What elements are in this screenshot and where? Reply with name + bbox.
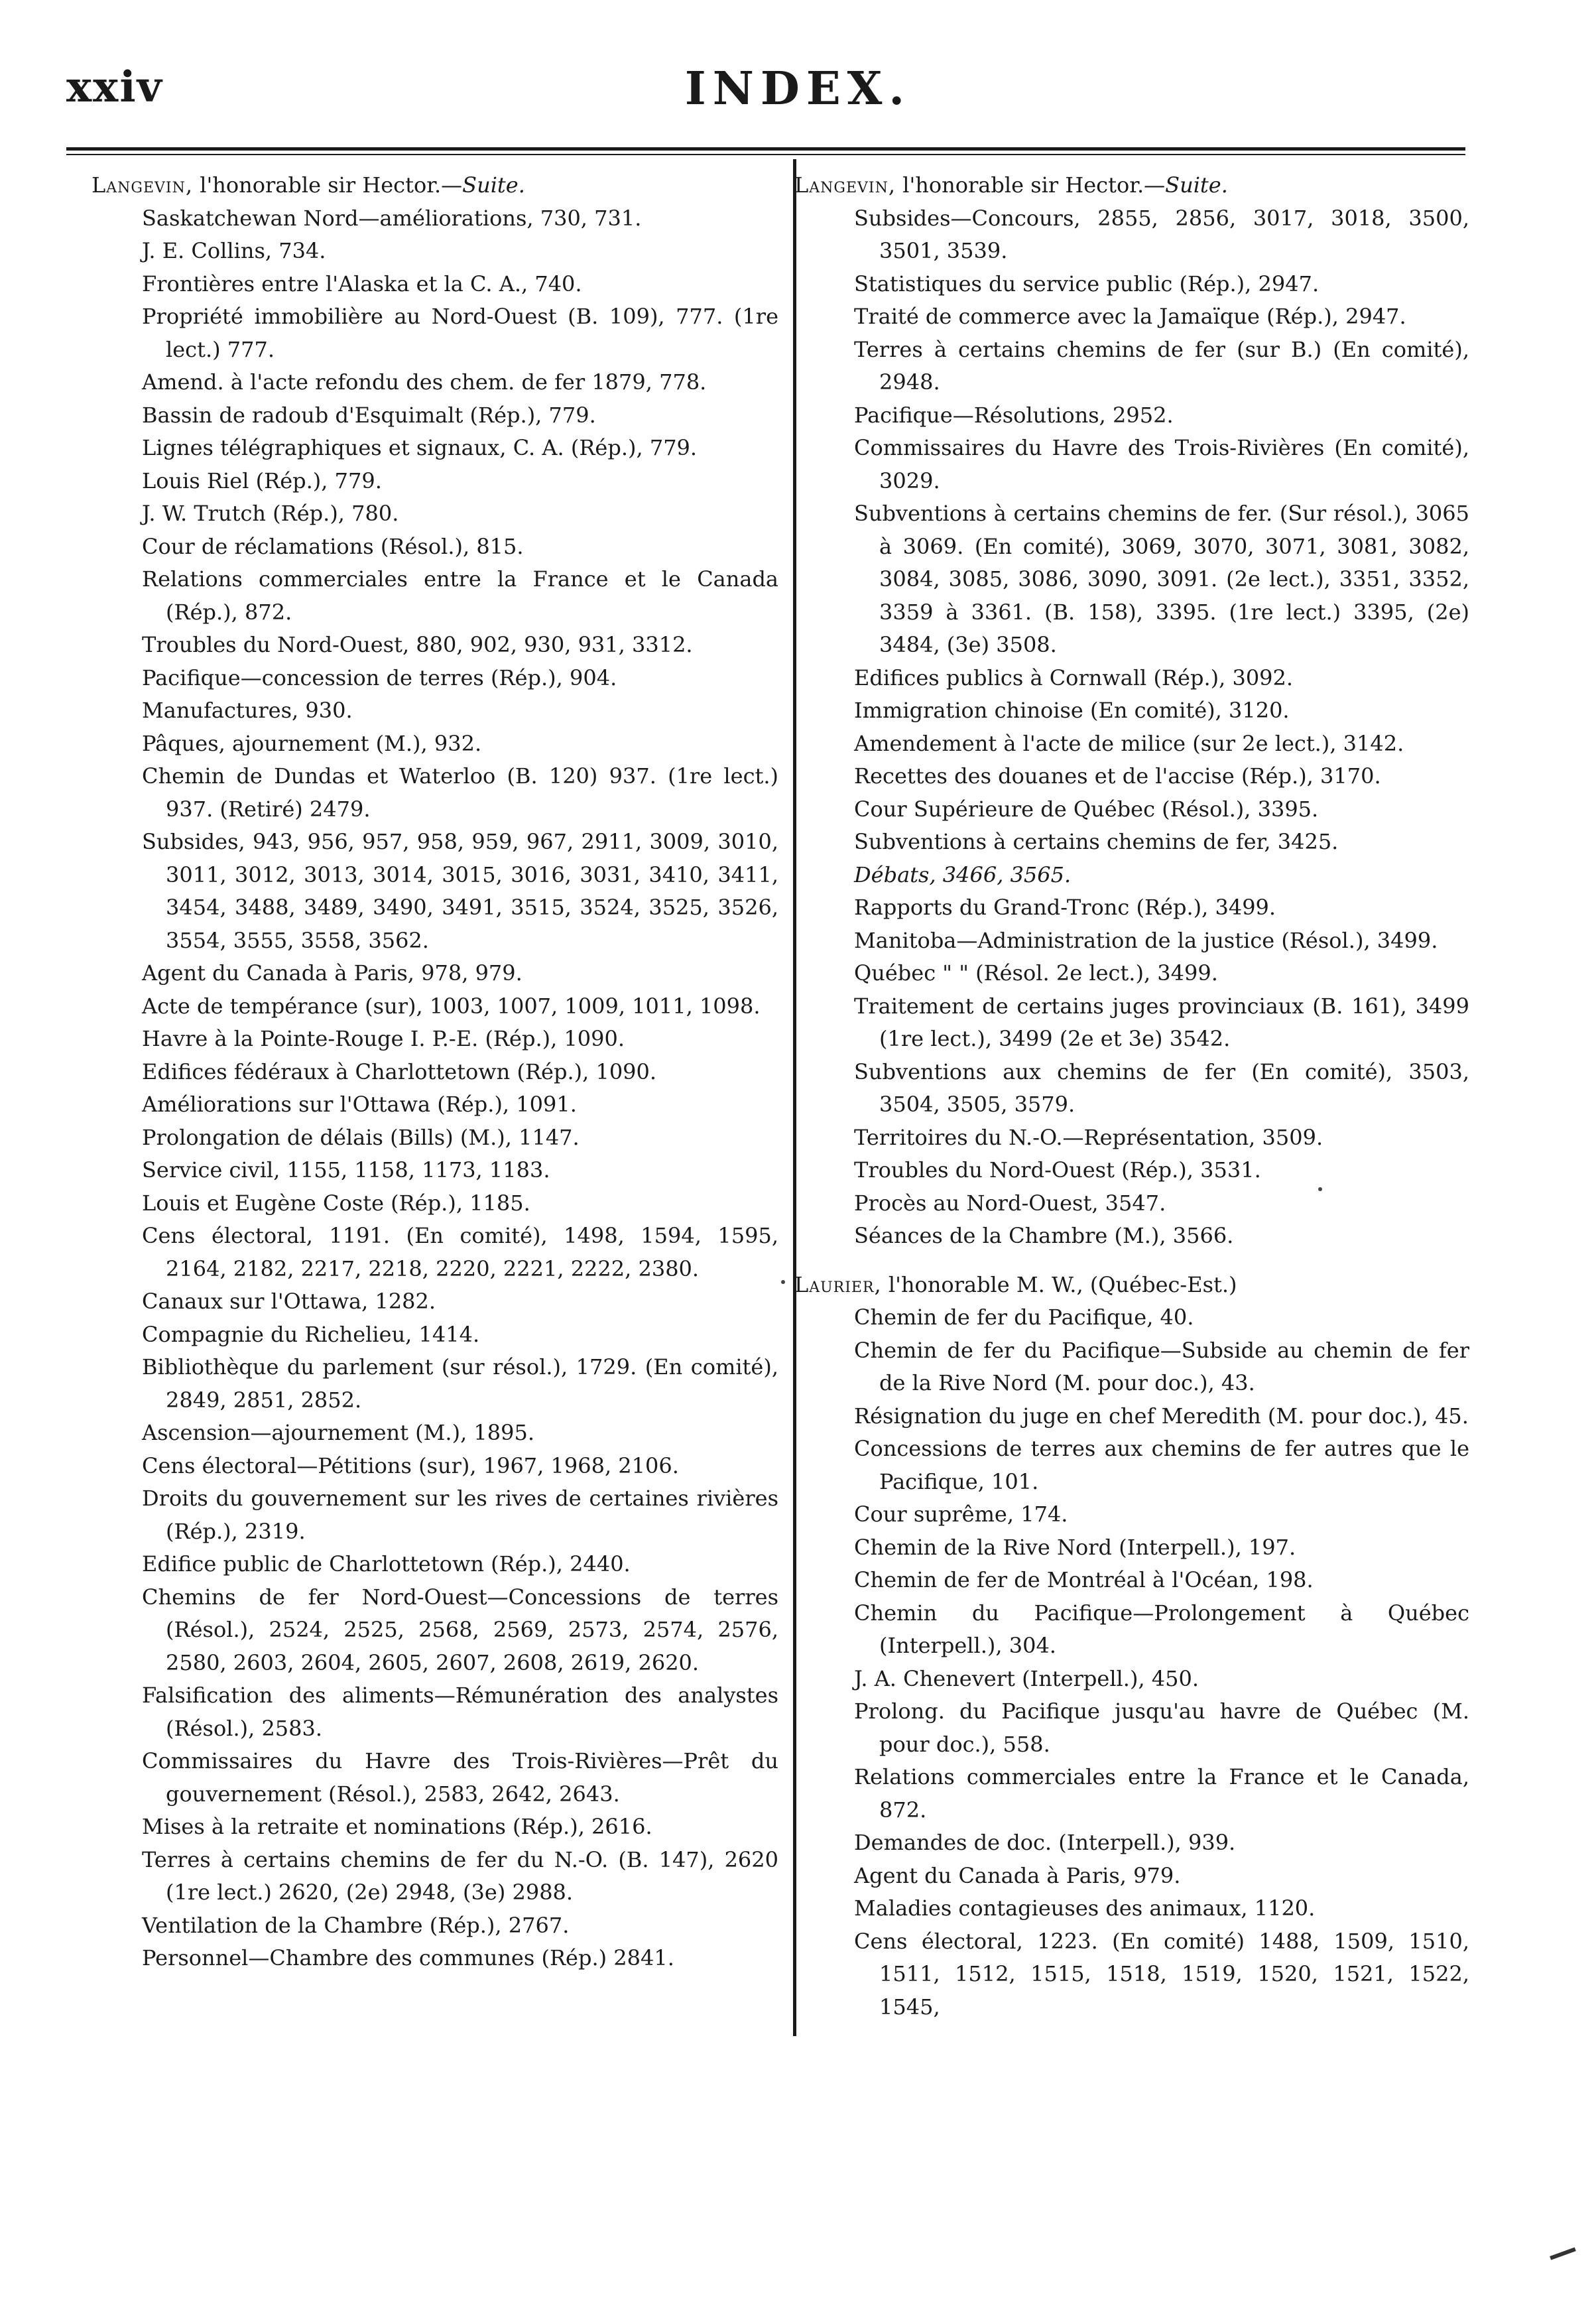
index-entry: Concessions de terres aux chemins de fer autres que le Pacifique, 101.	[854, 1436, 1469, 1494]
index-entry: Subventions à certains chemins de fer, 3425.	[854, 829, 1339, 854]
index-entry: Chemins de fer Nord-Ouest—Concessions de terres (Résol.), 2524, 2525, 2568, 2569, 2573, 2574, 2576, 2580, 2603, 2604, 2605, 2607, 2608, 2619, 2620.	[142, 1584, 778, 1675]
index-entry: Amendement à l'acte de milice (sur 2e lect.), 3142.	[854, 730, 1404, 756]
index-entry: Québec " " (Résol. 2e lect.), 3499.	[854, 960, 1218, 986]
heading-suite: Suite.	[1165, 172, 1228, 198]
left-column	[92, 169, 778, 1975]
index-heading	[794, 169, 1469, 202]
index-entry: Commissaires du Havre des Trois-Rivières—Prêt du gouvernement (Résol.), 2583, 2642, 2643.	[142, 1748, 778, 1807]
index-entry: Louis Riel (Rép.), 779.	[142, 468, 382, 493]
index-entry: Commissaires du Havre des Trois-Rivières (En comité), 3029.	[854, 435, 1469, 493]
heading-rest: l'honorable sir Hector.—	[896, 172, 1166, 198]
index-entry: Edifices publics à Cornwall (Rép.), 3092.	[854, 665, 1294, 690]
index-entry: Résignation du juge en chef Meredith (M. pour doc.), 45.	[854, 1403, 1469, 1429]
entry-list	[92, 202, 778, 1975]
index-entry: Prolong. du Pacifique jusqu'au havre de Québec (M. pour doc.), 558.	[854, 1699, 1469, 1757]
index-entry: Edifice public de Charlottetown (Rép.), 2440.	[142, 1551, 631, 1576]
index-entry: J. W. Trutch (Rép.), 780.	[142, 501, 399, 526]
index-entry: Pacifique—concession de terres (Rép.), 904.	[142, 665, 617, 690]
index-entry: Agent du Canada à Paris, 978, 979.	[142, 960, 522, 986]
index-entry: Manufactures, 930.	[142, 698, 353, 723]
index-entry: Pâques, ajournement (M.), 932.	[142, 730, 482, 756]
index-entry: Chemin de fer de Montréal à l'Océan, 198.	[854, 1567, 1314, 1592]
index-entry: Cens électoral, 1223. (En comité) 1488, 1509, 1510, 1511, 1512, 1515, 1518, 1519, 1520, 1521, 1522, 1545,	[854, 1928, 1469, 2020]
index-entry: Mises à la retraite et nominations (Rép.), 2616.	[142, 1814, 652, 1839]
index-entry: Chemin du Pacifique—Prolongement à Québec (Interpell.), 304.	[854, 1600, 1469, 1658]
index-entry: Ascension—ajournement (M.), 1895.	[142, 1420, 535, 1445]
index-entry: Chemin de fer du Pacifique—Subside au chemin de fer de la Rive Nord (M. pour doc.), 43.	[854, 1337, 1469, 1395]
heading-rest: l'honorable sir Hector.—	[193, 172, 463, 198]
index-entry: Subventions aux chemins de fer (En comité), 3503, 3504, 3505, 3579.	[854, 1059, 1469, 1117]
index-entry: Frontières entre l'Alaska et la C. A., 740.	[142, 271, 582, 296]
index-entry: Relations commerciales entre la France et le Canada, 872.	[854, 1764, 1469, 1823]
index-entry: Améliorations sur l'Ottawa (Rép.), 1091.	[142, 1092, 577, 1117]
index-entry: Subventions à certains chemins de fer. (Sur résol.), 3065 à 3069. (En comité), 3069, 3070, 3071, 3081, 3082, 3084, 3085, 3086, 3090, 3091. (2e lect.), 3351, 3352, 3359 à 3361. (B. 158), 3395. (1re lect.) 3395, (2e) 3484, (3e) 3508.	[854, 501, 1469, 657]
page-mark	[1550, 2247, 1576, 2260]
entry-list	[794, 1301, 1469, 2024]
index-entry: Cens électoral, 1191. (En comité), 1498, 1594, 1595, 2164, 2182, 2217, 2218, 2220, 2221, 2222, 2380.	[142, 1223, 778, 1281]
page-speck	[781, 1280, 785, 1284]
index-entry: Troubles du Nord-Ouest (Rép.), 3531.	[854, 1157, 1261, 1183]
index-entry: Havre à la Pointe-Rouge I. P.-E. (Rép.), 1090.	[142, 1026, 625, 1051]
index-entry: Chemin de Dundas et Waterloo (B. 120) 937. (1re lect.) 937. (Retiré) 2479.	[142, 763, 778, 822]
index-entry: Subsides—Concours, 2855, 2856, 3017, 3018, 3500, 3501, 3539.	[854, 205, 1469, 263]
page-number: xxiv	[66, 62, 163, 112]
heading-suite: Suite.	[462, 172, 525, 198]
index-entry: Traité de commerce avec la Jamaïque (Rép.), 2947.	[854, 304, 1406, 329]
entry-list	[794, 202, 1469, 1253]
index-entry: Droits du gouvernement sur les rives de certaines rivières (Rép.), 2319.	[142, 1486, 778, 1544]
heading-rest: l'honorable M. W., (Québec-Est.)	[881, 1271, 1237, 1297]
index-entry: Canaux sur l'Ottawa, 1282.	[142, 1289, 436, 1314]
index-entry: Maladies contagieuses des animaux, 1120.	[854, 1896, 1316, 1921]
index-entry: Cour suprême, 174.	[854, 1502, 1068, 1527]
index-entry: Rapports du Grand-Tronc (Rép.), 3499.	[854, 895, 1276, 920]
index-entry: Agent du Canada à Paris, 979.	[854, 1862, 1181, 1888]
heading-name: Langevin,	[92, 172, 194, 198]
heading-name: Langevin,	[794, 172, 896, 198]
header-rule-thick	[66, 147, 1465, 151]
index-entry: Cour Supérieure de Québec (Résol.), 3395.	[854, 796, 1319, 822]
index-entry: Troubles du Nord-Ouest, 880, 902, 930, 931, 3312.	[142, 632, 693, 657]
header-rule-thin	[66, 154, 1465, 155]
index-entry: Saskatchewan Nord—améliorations, 730, 731.	[142, 205, 642, 231]
index-entry: Procès au Nord-Ouest, 3547.	[854, 1190, 1166, 1216]
index-entry: Pacifique—Résolutions, 2952.	[854, 402, 1174, 428]
index-entry: Compagnie du Richelieu, 1414.	[142, 1321, 480, 1347]
index-entry: Bassin de radoub d'Esquimalt (Rép.), 779.	[142, 402, 596, 428]
index-entry: Chemin de fer du Pacifique, 40.	[854, 1305, 1194, 1330]
index-entry: Traitement de certains juges provinciaux (B. 161), 3499 (1re lect.), 3499 (2e et 3e) 3542.	[854, 993, 1469, 1051]
index-entry: Manitoba—Administration de la justice (Résol.), 3499.	[854, 927, 1438, 953]
index-entry: Territoires du N.-O.—Représentation, 3509.	[854, 1124, 1323, 1150]
index-entry: Cour de réclamations (Résol.), 815.	[142, 533, 524, 559]
page-speck	[1318, 1187, 1322, 1191]
index-entry: Service civil, 1155, 1158, 1173, 1183.	[142, 1157, 550, 1183]
right-column	[794, 169, 1469, 2024]
heading-name: Laurier,	[794, 1271, 882, 1297]
index-entry: Immigration chinoise (En comité), 3120.	[854, 698, 1290, 723]
index-entry: Relations commerciales entre la France et le Canada (Rép.), 872.	[142, 566, 778, 625]
index-heading-laurier	[794, 1269, 1469, 1302]
index-entry: Chemin de la Rive Nord (Interpell.), 197.	[854, 1534, 1296, 1560]
index-entry: Subsides, 943, 956, 957, 958, 959, 967, 2911, 3009, 3010, 3011, 3012, 3013, 3014, 3015, 3016, 3031, 3410, 3411, 3454, 3488, 3489, 3490, 3491, 3515, 3524, 3525, 3526, 3554, 3555, 3558, 3562.	[142, 829, 778, 953]
index-entry: Prolongation de délais (Bills) (M.), 1147.	[142, 1124, 580, 1150]
index-entry: Amend. à l'acte refondu des chem. de fer 1879, 778.	[142, 369, 707, 395]
index-entry: J. A. Chenevert (Interpell.), 450.	[854, 1665, 1199, 1691]
index-entry: Demandes de doc. (Interpell.), 939.	[854, 1830, 1236, 1855]
index-entry: Cens électoral—Pétitions (sur), 1967, 1968, 2106.	[142, 1452, 679, 1478]
index-entry: Lignes télégraphiques et signaux, C. A. (Rép.), 779.	[142, 435, 698, 460]
index-heading	[92, 169, 778, 202]
index-entry: Propriété immobilière au Nord-Ouest (B. 109), 777. (1re lect.) 777.	[142, 304, 778, 362]
index-entry: Acte de tempérance (sur), 1003, 1007, 1009, 1011, 1098.	[142, 993, 761, 1019]
index-entry: Ventilation de la Chambre (Rép.), 2767.	[142, 1912, 570, 1938]
index-entry: Personnel—Chambre des communes (Rép.) 2841.	[142, 1945, 674, 1970]
index-entry: Recettes des douanes et de l'accise (Rép.), 3170.	[854, 763, 1381, 789]
index-entry: Terres à certains chemins de fer du N.-O. (B. 147), 2620 (1re lect.) 2620, (2e) 2948, (3e) 2988.	[142, 1846, 778, 1905]
page-title: INDEX.	[684, 62, 912, 115]
index-entry: Edifices fédéraux à Charlottetown (Rép.), 1090.	[142, 1059, 657, 1084]
index-entry: Terres à certains chemins de fer (sur B.) (En comité), 2948.	[854, 336, 1469, 395]
index-entry: Séances de la Chambre (M.), 3566.	[854, 1223, 1234, 1248]
index-entry: Statistiques du service public (Rép.), 2947.	[854, 271, 1320, 296]
index-entry: J. E. Collins, 734.	[142, 238, 326, 263]
index-entry: Débats, 3466, 3565.	[854, 862, 1072, 887]
index-entry: Bibliothèque du parlement (sur résol.), 1729. (En comité), 2849, 2851, 2852.	[142, 1354, 778, 1413]
index-entry: Louis et Eugène Coste (Rép.), 1185.	[142, 1190, 530, 1216]
index-entry: Falsification des aliments—Rémunération des analystes (Résol.), 2583.	[142, 1683, 778, 1741]
